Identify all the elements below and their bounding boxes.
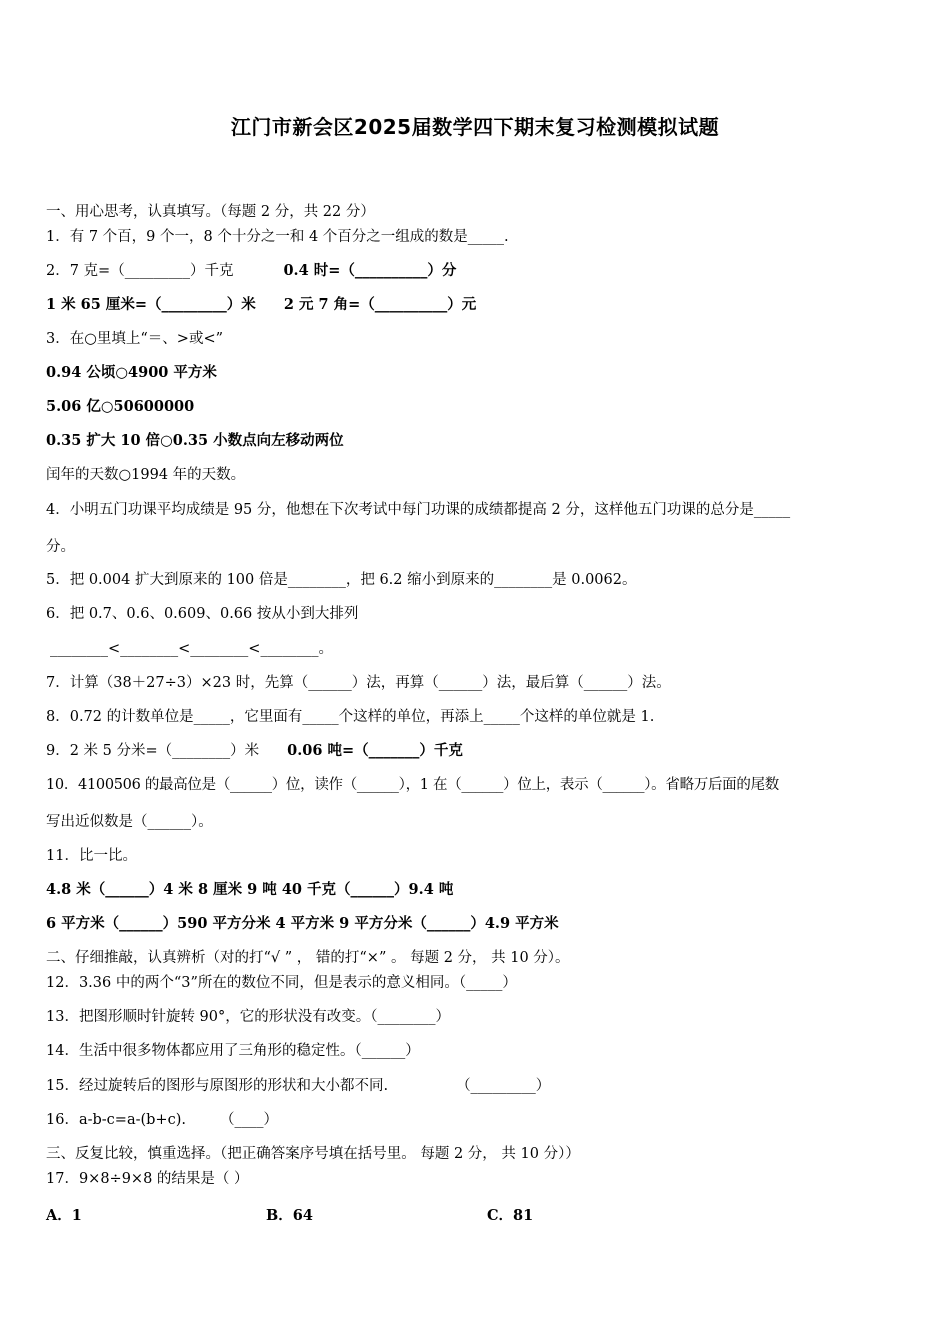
question-3-item-1: 0.94 公顷○4900 平方米 [46, 364, 217, 381]
question-2-part-a: 2．7 克=（_________）千克 [46, 263, 234, 279]
question-5: 5．把 0.004 扩大到原来的 100 倍是________，把 6.2 缩小到原来的________是 0.0062。 [46, 572, 637, 588]
question-4-cont: 分。 [46, 539, 75, 555]
section-2-heading: 二、仔细推敲，认真辨析（对的打“√ ” ， 错的打“×” 。 每题 2 分， 共 10 分）。 [46, 950, 570, 966]
question-3-item-4: 闰年的天数○1994 年的天数。 [46, 467, 246, 483]
question-3: 3．在○里填上“＝、>或<” [46, 331, 224, 347]
option-b: B．64 [266, 1207, 313, 1224]
question-6-answer-line: ________<________<________<________。 [50, 641, 333, 657]
question-16 [46, 1111, 920, 1129]
section-1-heading: 一、用心思考，认真填写。（每题 2 分，共 22 分） [46, 204, 375, 220]
question-7: 7．计算（38＋27÷3）×23 时，先算（______）法，再算（______）法，最后算（______）法。 [46, 675, 671, 691]
question-6: 6．把 0.7、0.6、0.609、0.66 按从小到大排列 [46, 606, 359, 622]
question-2-row-2 [46, 296, 920, 314]
option-c: C．81 [487, 1207, 534, 1224]
question-12: 12．3.36 中的两个“3”所在的数位不同，但是表示的意义相同。（_____） [46, 975, 517, 991]
question-17: 17．9×8÷9×8 的结果是（ ） [46, 1171, 249, 1187]
question-8: 8．0.72 的计数单位是_____，它里面有_____个这样的单位，再添上_____个这样的单位就是 1. [46, 709, 655, 725]
question-15 [46, 1077, 920, 1095]
question-2-part-c: 1 米 65 厘米=（_________）米 [46, 296, 256, 313]
question-10-cont: 写出近似数是（______）。 [46, 814, 213, 830]
question-15-blank: （_________） [456, 1078, 551, 1094]
page-title: 江门市新会区2025届数学四下期末复习检测模拟试题 [230, 115, 720, 139]
question-11-row-1: 4.8 米（______）4 米 8 厘米 9 吨 40 千克（______）9.4 吨 [46, 881, 454, 898]
question-9-part-b: 0.06 吨=（_______）千克 [287, 742, 463, 759]
question-10: 10．4100506 的最高位是（______）位，读作（______），1 在（______）位上，表示（______）。省略万后面的尾数 [46, 777, 779, 793]
question-9 [46, 742, 920, 760]
question-16-text: 16．a-b-c=a-(b+c). [46, 1112, 186, 1128]
question-11: 11．比一比。 [46, 848, 137, 864]
question-13: 13．把图形顺时针旋转 90°，它的形状没有改变。（________） [46, 1009, 451, 1025]
question-14: 14．生活中很多物体都应用了三角形的稳定性。（______） [46, 1043, 420, 1059]
option-a: A．1 [46, 1207, 82, 1224]
question-2-part-b: 0.4 时=（__________）分 [283, 262, 457, 279]
question-11-row-2: 6 平方米（______）590 平方分米 4 平方米 9 平方分米（______）4.9 平方米 [46, 915, 559, 932]
question-9-part-a: 9．2 米 5 分米=（________）米 [46, 743, 260, 759]
question-1: 1．有 7 个百，9 个一，8 个十分之一和 4 个百分之一组成的数是_____. [46, 229, 509, 245]
question-3-item-2: 5.06 亿○50600000 [46, 398, 195, 415]
question-2-part-d: 2 元 7 角=（__________）元 [283, 296, 477, 313]
question-15-text: 15．经过旋转后的图形与原图形的形状和大小都不同. [46, 1078, 389, 1094]
question-3-item-3: 0.35 扩大 10 倍○0.35 小数点向左移动两位 [46, 432, 344, 449]
section-3-heading: 三、反复比较，慎重选择。（把正确答案序号填在括号里。 每题 2 分， 共 10 分）） [46, 1146, 580, 1162]
question-2-row-1 [46, 262, 920, 280]
question-4: 4．小明五门功课平均成绩是 95 分，他想在下次考试中每门功课的成绩都提高 2 分，这样他五门功课的总分是_____ [46, 502, 791, 518]
question-16-blank: （____） [219, 1112, 278, 1128]
